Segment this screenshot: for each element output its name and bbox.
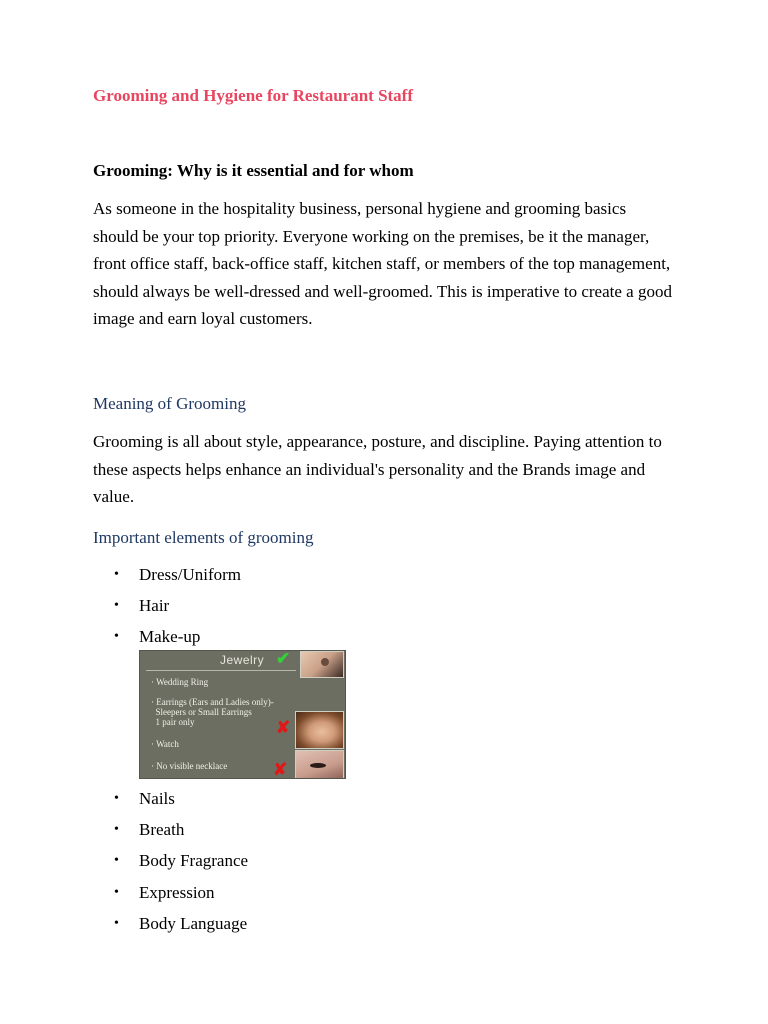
document-title: Grooming and Hygiene for Restaurant Staff (93, 86, 414, 105)
list-item (93, 564, 241, 595)
section-paragraph-meaning: Grooming is all about style, appearance, posture, and discipline. Paying attention to these aspects helps enhance an individual's personality and the Brands image and value. (93, 432, 662, 506)
slide-divider (146, 670, 296, 671)
bullet-icon: • (114, 791, 119, 806)
list-item-label: Nails (139, 789, 175, 808)
section-paragraph-grooming-why: As someone in the hospitality business, personal hygiene and grooming basics should be your top priority. Everyone working on the premises, be it the manager, front office staff, back-office staff, kitchen staff, or members of the top management, should always be well-dressed and well-groomed. This is imperative to create a good image and earn loyal customers. (93, 199, 672, 328)
slide-item-earrings-line2: Sleepers or Small Earrings (151, 707, 252, 717)
jewelry-slide-image (139, 650, 346, 779)
slide-item-wedding-ring: · Wedding Ring (151, 677, 209, 687)
slide-item-earrings-line1: · Earrings (Ears and Ladies only)- (151, 697, 274, 707)
bullet-icon: • (114, 629, 119, 645)
earring-detail (321, 658, 329, 666)
section-heading-elements: Important elements of grooming (93, 528, 314, 547)
elements-list-bottom (93, 788, 248, 944)
cross-icon: ✘ (276, 718, 291, 737)
list-item-label: Expression (139, 882, 215, 902)
elements-list-top (93, 564, 241, 658)
slide-item-earrings (151, 697, 274, 727)
slide-title: Jewelry (220, 653, 265, 667)
slide-item-earrings-line3: 1 pair only (151, 717, 195, 727)
list-item (93, 788, 248, 819)
section-heading-grooming-why: Grooming: Why is it essential and for whom (93, 161, 414, 180)
list-item-label: Breath (139, 820, 185, 840)
list-item (93, 913, 248, 944)
bullet-icon: • (114, 567, 119, 582)
bullet-icon: • (114, 884, 119, 900)
bullet-icon: • (114, 853, 119, 869)
slide-item-watch: · Watch (151, 739, 179, 749)
list-item (93, 595, 241, 626)
earring-photo (300, 651, 344, 678)
list-item-label: Body Language (139, 913, 248, 933)
list-item (93, 819, 248, 850)
list-item-label: Hair (139, 596, 170, 616)
woman-earrings-photo (295, 711, 344, 749)
list-item-label: Make-up (139, 627, 201, 647)
eye-detail (310, 763, 326, 768)
bullet-icon: • (114, 822, 119, 838)
cross-icon: ✘ (273, 760, 288, 779)
list-item (93, 850, 248, 881)
list-item (93, 882, 248, 913)
bullet-icon: • (114, 598, 119, 614)
eye-makeup-photo (295, 750, 344, 779)
section-heading-meaning: Meaning of Grooming (93, 394, 246, 413)
list-item-label: Dress/Uniform (139, 565, 241, 584)
slide-item-necklace: · No visible necklace (151, 761, 228, 771)
bullet-icon: • (114, 915, 119, 931)
check-icon: ✔ (276, 650, 291, 668)
list-item-label: Body Fragrance (139, 851, 249, 871)
